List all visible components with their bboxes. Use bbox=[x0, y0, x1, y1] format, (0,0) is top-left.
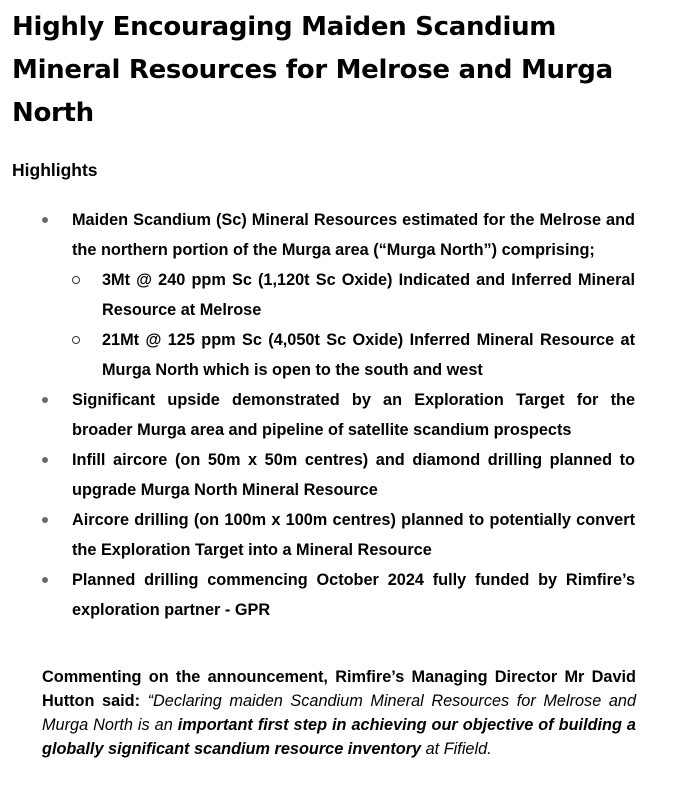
highlight-sub-item bbox=[72, 265, 635, 325]
highlights-heading: Highlights bbox=[12, 160, 98, 180]
highlight-sub-text: 21Mt @ 125 ppm Sc (4,050t Sc Oxide) Inferred Mineral Resource at Murga North which is open to the south and west bbox=[102, 331, 635, 379]
hollow-circle-bullet-icon bbox=[72, 336, 80, 344]
highlight-text: Maiden Scandium (Sc) Mineral Resources estimated for the Melrose and the northern portion of the Murga area (“Murga North”) comprising; bbox=[72, 211, 635, 259]
managing-director-comment bbox=[42, 665, 636, 761]
comment-lead: Commenting on the announcement, Rimfire’s Managing Director Mr David Hutton said: bbox=[42, 668, 636, 710]
highlight-item bbox=[0, 385, 635, 445]
highlight-item bbox=[0, 205, 635, 385]
hollow-circle-bullet-icon bbox=[72, 276, 80, 284]
bullet-dot-icon bbox=[42, 517, 48, 523]
bullet-dot-icon bbox=[42, 457, 48, 463]
highlight-sub-text: 3Mt @ 240 ppm Sc (1,120t Sc Oxide) Indicated and Inferred Mineral Resource at Melrose bbox=[102, 271, 635, 319]
comment-quote-emphasis: important first step in achieving our objective of building a globally significant scandium resource inventory bbox=[42, 716, 636, 758]
bullet-dot-icon bbox=[42, 577, 48, 583]
highlight-item bbox=[0, 505, 635, 565]
highlight-text: Infill aircore (on 50m x 50m centres) and diamond drilling planned to upgrade Murga North Mineral Resource bbox=[72, 451, 635, 499]
comment-quote-start: “Declaring maiden Scandium Mineral Resources for Melrose and Murga North is an bbox=[42, 692, 636, 734]
bullet-dot-icon bbox=[42, 397, 48, 403]
comment-quote-end: at Fifield. bbox=[425, 740, 492, 758]
document-title: Highly Encouraging Maiden Scandium Mineral Resources for Melrose and Murga North bbox=[12, 12, 613, 128]
bullet-dot-icon bbox=[42, 217, 48, 223]
highlight-sub-list bbox=[72, 265, 635, 385]
highlight-text: Planned drilling commencing October 2024 fully funded by Rimfire’s exploration partner - GPR bbox=[72, 571, 635, 619]
highlight-item bbox=[0, 565, 635, 625]
highlight-text: Aircore drilling (on 100m x 100m centres) planned to potentially convert the Exploration Target into a Mineral Resource bbox=[72, 511, 635, 559]
highlights-list bbox=[0, 205, 690, 625]
highlight-sub-item bbox=[72, 325, 635, 385]
highlight-text: Significant upside demonstrated by an Exploration Target for the broader Murga area and pipeline of satellite scandium prospects bbox=[72, 391, 635, 439]
highlight-item bbox=[0, 445, 635, 505]
